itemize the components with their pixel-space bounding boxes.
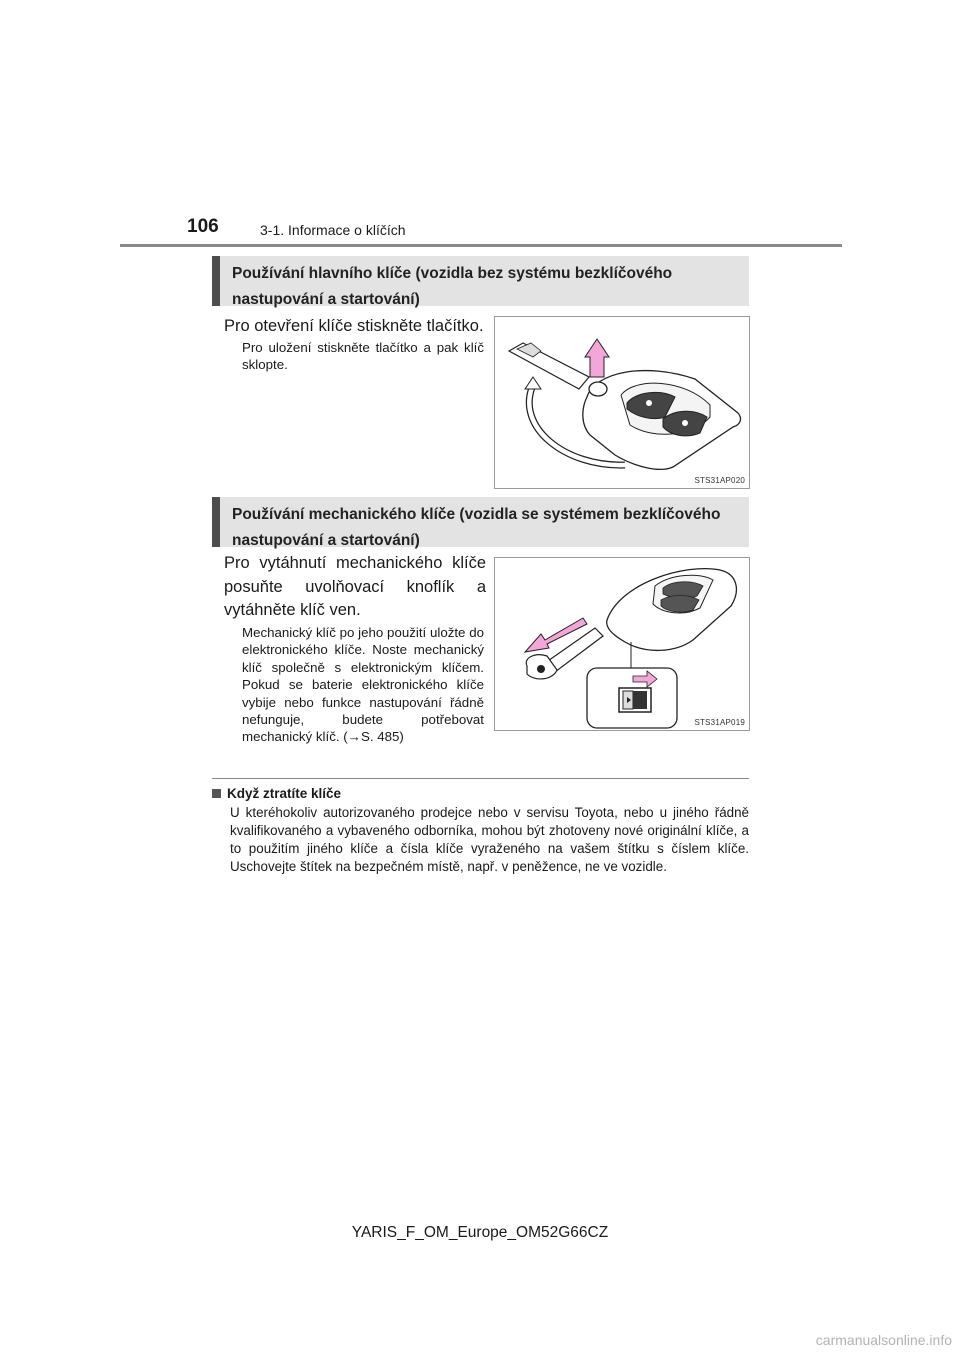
figure-mechanical-key [494,557,750,731]
note-body: U kteréhokoliv autorizovaného prodejce nebo v servisu Toyota, nebo u jiného řádně kvalifikovaného a vybaveného odborníka, mohou být zhotoveny nové originální klíče, a to použitím jiného klíče a čísla klíče vyraženého na vašem štítku s číslem klíče. Uschovejte štítek na bezpečném místě, např. v peněžence, ne ve vozidle. [230,805,749,874]
section-heading-main-key: Používání hlavního klíče (vozidla bez systému bezklíčového nastupování a startování) [212,256,749,306]
section-heading-mechanical-key: Používání mechanického klíče (vozidla se systémem bezklíčového nastupování a startování) [212,497,749,547]
square-bullet-icon [212,789,221,798]
note-title [212,786,341,801]
main-key-illustration [495,317,751,490]
mechanical-key-illustration [495,558,751,732]
figure-code: STS31AP019 [694,718,745,727]
mechanical-key-instruction: Pro vytáhnutí mechanického klíče posuňte uvolňovací knoflík a vytáhněte klíč ven. [224,554,486,619]
page-number: 106 [187,216,219,237]
main-key-instruction: Pro otevření klíče stiskněte tlačítko. [224,317,484,335]
footer-doc-id: YARIS_F_OM_Europe_OM52G66CZ [351,1224,609,1241]
header-rule [120,244,842,247]
note-divider [212,778,749,779]
chapter-title: 3-1. Informace o klíčích [260,222,406,238]
main-key-note: Pro uložení stiskněte tlačítko a pak klíč sklopte. [242,340,484,373]
mechanical-key-note: Mechanický klíč po jeho použití uložte do elektronického klíče. Noste mechanický klíč společně s elektronickým klíčem. Pokud se baterie elektronického klíče vybije nebo funkce nastupování řádně nefunguje, budete potřebovat mechanický klíč. (→S. 485) [242,625,484,745]
figure-code: STS31AP020 [694,476,745,485]
watermark: carmanualsonline.info [815,1332,952,1348]
note-title-text: Když ztratíte klíče [227,786,342,801]
figure-main-key [494,316,750,489]
